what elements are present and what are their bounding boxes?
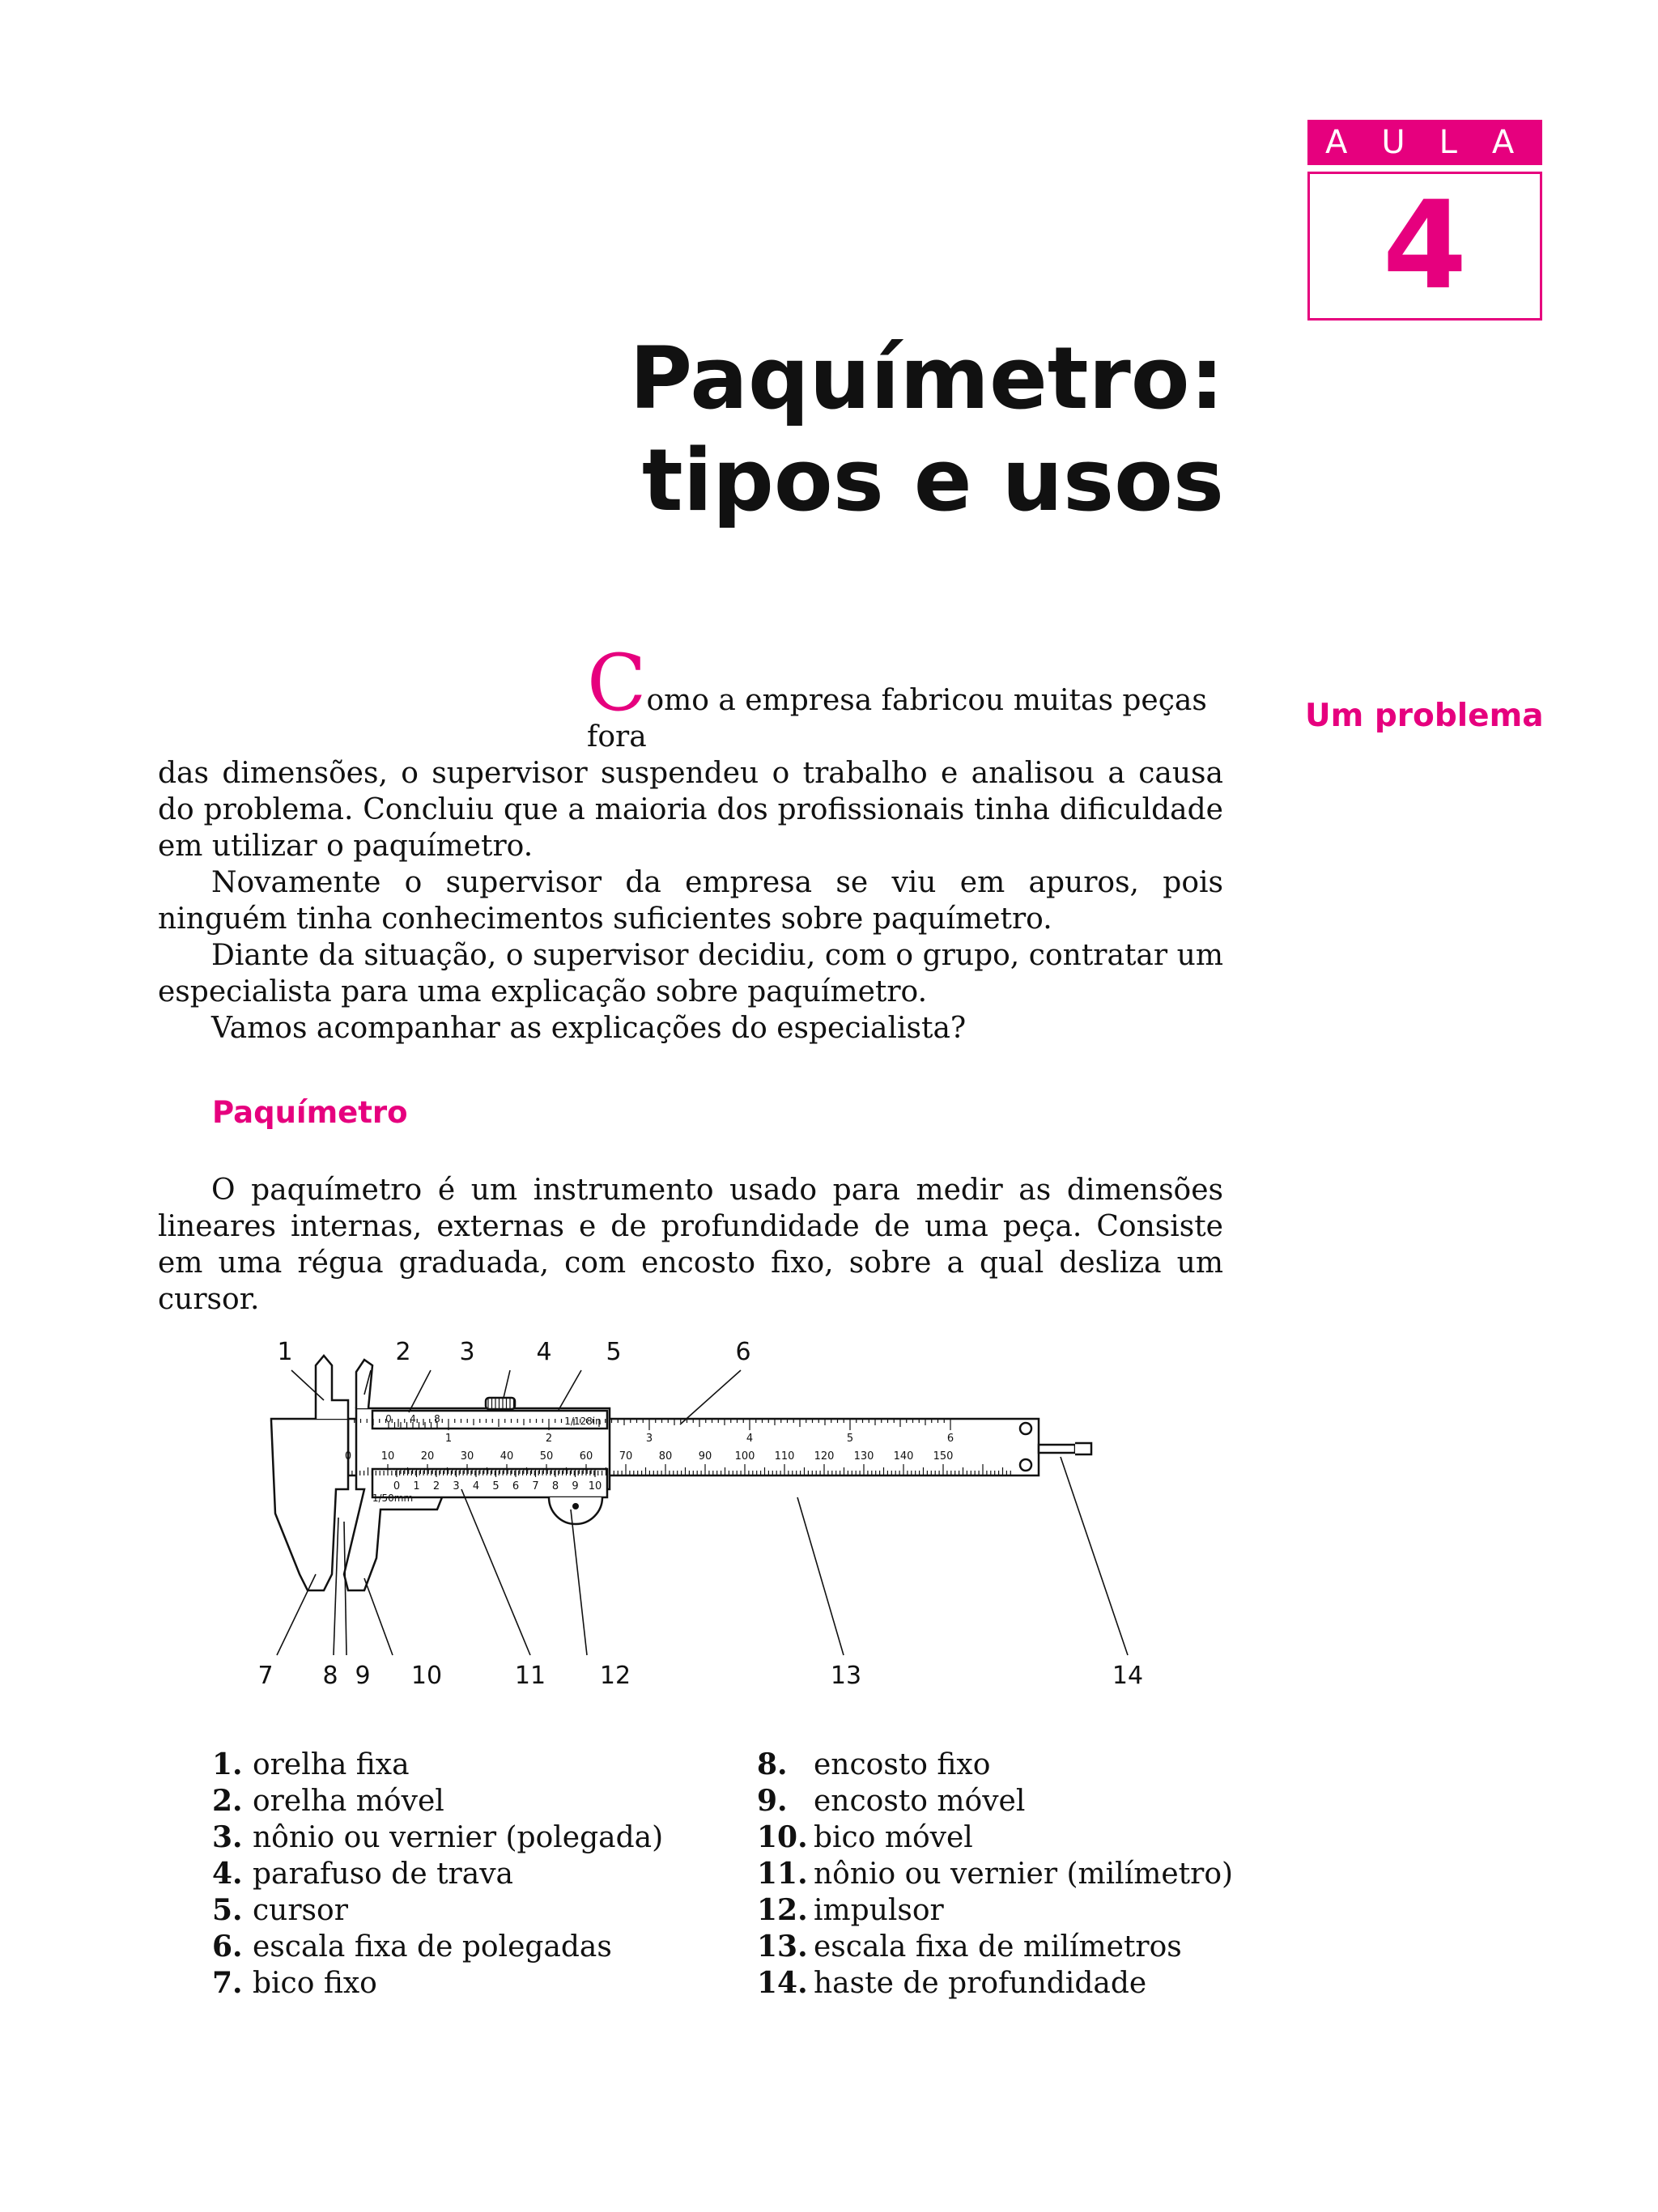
callout-leader-bottom <box>364 1578 393 1655</box>
callout-number-bottom: 9 <box>355 1662 371 1690</box>
parts-list-left <box>212 1747 663 2002</box>
part-item <box>212 1856 663 1892</box>
callout-number-bottom: 7 <box>257 1662 274 1690</box>
beam-screw-top <box>1020 1423 1031 1434</box>
mm-scale-number: 130 <box>853 1450 874 1463</box>
callout-number-bottom: 10 <box>410 1662 443 1690</box>
thumb-impulsor <box>549 1497 602 1524</box>
part-number: 3. <box>212 1820 243 1854</box>
callout-number-top: 5 <box>606 1338 622 1366</box>
title-line-2: tipos e usos <box>642 431 1224 530</box>
depth-rod-tip <box>1075 1443 1091 1454</box>
part-label: orelha fixa <box>253 1748 410 1781</box>
title-line-1: Paquímetro: <box>629 329 1224 428</box>
section-text <box>158 1172 1223 1318</box>
callout-number-bottom: 14 <box>1112 1662 1144 1690</box>
mm-scale-number: 0 <box>344 1450 352 1463</box>
part-label: parafuso de trava <box>253 1857 514 1891</box>
inch-vernier-number: 8 <box>434 1413 440 1424</box>
part-item <box>757 1965 1233 2002</box>
part-number: 13. <box>757 1930 808 1964</box>
inch-scale-number: 4 <box>746 1433 754 1445</box>
inch-scale-number: 1 <box>444 1433 453 1445</box>
part-label: encosto fixo <box>814 1748 991 1781</box>
part-item <box>757 1856 1233 1892</box>
inch-scale-number: 3 <box>645 1433 653 1445</box>
intro-first-line: Como a empresa fabricou muitas peças fora <box>587 638 1207 754</box>
depth-rod <box>1039 1445 1075 1453</box>
part-number: 5. <box>212 1893 243 1927</box>
mm-vernier-number: 7 <box>532 1480 539 1492</box>
mm-scale-number: 50 <box>539 1450 554 1463</box>
mm-scale-number: 150 <box>933 1450 954 1463</box>
caliper-figure <box>243 1299 1166 1704</box>
part-number: 12. <box>757 1893 808 1927</box>
mm-vernier-label: 1/50mm <box>372 1492 414 1504</box>
part-number: 7. <box>212 1966 243 2000</box>
inch-scale-label: 1/128in <box>564 1416 602 1427</box>
caliper-diagram <box>243 1299 1166 1704</box>
part-label: impulsor <box>814 1894 944 1927</box>
intro-paragraph-1 <box>158 638 1223 864</box>
mm-vernier-number: 2 <box>432 1480 440 1492</box>
part-number: 4. <box>212 1857 243 1891</box>
part-label: bico móvel <box>814 1821 973 1854</box>
part-item <box>212 1929 663 1965</box>
part-number: 1. <box>212 1747 243 1781</box>
intro-p1-rest: das dimensões, o supervisor suspendeu o trabalho e analisou a causa do problema. Concluiu que a maioria dos profissionais tinha dificuldade em utilizar o paquímetro. <box>158 757 1223 863</box>
lesson-label: AULA <box>1307 120 1542 165</box>
part-item <box>212 1965 663 2002</box>
callout-leader-bottom <box>344 1522 346 1655</box>
callout-number-bottom: 8 <box>322 1662 338 1690</box>
mm-vernier-number: 10 <box>588 1480 602 1492</box>
part-item <box>212 1819 663 1856</box>
part-label: encosto móvel <box>814 1785 1026 1818</box>
mm-vernier-number: 1 <box>413 1480 420 1492</box>
part-number: 6. <box>212 1930 243 1964</box>
part-item <box>212 1747 663 1783</box>
mm-vernier-number: 0 <box>393 1480 401 1492</box>
callout-leader-bottom <box>571 1509 587 1655</box>
mm-vernier-number: 8 <box>551 1480 559 1492</box>
callout-number-bottom: 13 <box>830 1662 862 1690</box>
part-number: 2. <box>212 1784 243 1818</box>
callout-number-top: 2 <box>395 1338 411 1366</box>
drop-cap: C <box>587 638 647 728</box>
impulsor-dot <box>572 1503 579 1509</box>
beam-screw-bottom <box>1020 1459 1031 1471</box>
mm-scale-number: 60 <box>579 1450 593 1463</box>
callout-number-bottom: 11 <box>514 1662 546 1690</box>
callout-number-top: 6 <box>735 1338 751 1366</box>
mm-scale-number: 120 <box>814 1450 835 1463</box>
movable-ear <box>356 1360 372 1408</box>
mm-scale-number: 80 <box>658 1450 673 1463</box>
inch-scale-number: 6 <box>946 1433 954 1445</box>
part-item <box>757 1819 1233 1856</box>
lesson-number: 4 <box>1382 176 1468 316</box>
part-number: 14. <box>757 1966 808 2000</box>
part-item <box>757 1747 1233 1783</box>
callout-number-top: 3 <box>459 1338 475 1366</box>
fixed-ear <box>316 1356 348 1419</box>
mm-scale-number: 10 <box>380 1450 395 1463</box>
mm-scale-number: 90 <box>698 1450 712 1463</box>
mm-scale-number: 100 <box>734 1450 755 1463</box>
part-label: nônio ou vernier (milímetro) <box>814 1857 1234 1891</box>
part-label: escala fixa de polegadas <box>253 1930 612 1964</box>
callout-leader-bottom <box>1061 1457 1128 1655</box>
mm-vernier-number: 3 <box>453 1480 460 1492</box>
part-item <box>757 1892 1233 1929</box>
callout-leader-top <box>504 1370 510 1398</box>
mm-vernier-number: 4 <box>472 1480 480 1492</box>
mm-scale-number: 40 <box>500 1450 514 1463</box>
part-number: 11. <box>757 1857 808 1891</box>
mm-scale-number: 110 <box>774 1450 795 1463</box>
inch-scale-number: 5 <box>846 1433 854 1445</box>
parts-list-right <box>757 1747 1233 2002</box>
callout-leader-top <box>409 1370 431 1412</box>
mm-vernier-number: 9 <box>572 1480 579 1492</box>
lesson-badge <box>1307 120 1549 321</box>
callout-leader-bottom <box>461 1489 530 1655</box>
mm-scale-number: 20 <box>420 1450 435 1463</box>
intro-paragraph-3: Diante da situação, o supervisor decidiu, com o grupo, contratar um especialista para uma explicação sobre paquímetro. <box>158 939 1223 1008</box>
callout-leader-top <box>680 1370 741 1424</box>
part-label: haste de profundidade <box>814 1967 1147 2000</box>
part-item <box>212 1892 663 1929</box>
part-item <box>212 1783 663 1819</box>
part-label: cursor <box>253 1894 348 1927</box>
callout-number-top: 4 <box>536 1338 552 1366</box>
mm-vernier-number: 6 <box>512 1480 520 1492</box>
part-label: nônio ou vernier (polegada) <box>253 1821 664 1854</box>
callout-leader-bottom <box>277 1574 316 1655</box>
part-label: orelha móvel <box>253 1785 444 1818</box>
part-number: 8. <box>757 1747 788 1781</box>
mm-vernier-number: 5 <box>492 1480 500 1492</box>
intro-text <box>158 638 1223 1047</box>
inch-scale-number: 2 <box>545 1433 553 1445</box>
mm-scale-number: 140 <box>893 1450 914 1463</box>
side-heading: Um problema <box>1305 698 1544 734</box>
inch-vernier-number: 0 <box>385 1413 392 1424</box>
intro-paragraph-4: Vamos acompanhar as explicações do especialista? <box>211 1012 967 1045</box>
mm-scale-number: 70 <box>619 1450 633 1463</box>
lesson-number-box <box>1307 172 1542 321</box>
part-label: bico fixo <box>253 1967 377 2000</box>
page-title <box>567 328 1224 532</box>
part-item <box>757 1929 1233 1965</box>
section-paragraph: O paquímetro é um instrumento usado para medir as dimensões lineares internas, externas e de profundidade de uma peça. Consiste em uma régua graduada, com encosto fixo, sobre a qual desliza um cursor. <box>158 1174 1223 1316</box>
callout-leader-top <box>559 1370 581 1410</box>
intro-paragraph-2: Novamente o supervisor da empresa se viu em apuros, pois ninguém tinha conhecimentos suficientes sobre paquímetro. <box>158 866 1223 936</box>
part-number: 9. <box>757 1784 788 1818</box>
callout-leader-bottom <box>797 1497 844 1655</box>
inch-vernier-number: 4 <box>410 1413 416 1424</box>
part-number: 10. <box>757 1820 808 1854</box>
part-item <box>757 1783 1233 1819</box>
section-heading: Paquímetro <box>212 1095 408 1130</box>
part-label: escala fixa de milímetros <box>814 1930 1182 1964</box>
callout-number-bottom: 12 <box>599 1662 631 1690</box>
callout-number-top: 1 <box>277 1338 293 1366</box>
mm-scale-number: 30 <box>460 1450 474 1463</box>
